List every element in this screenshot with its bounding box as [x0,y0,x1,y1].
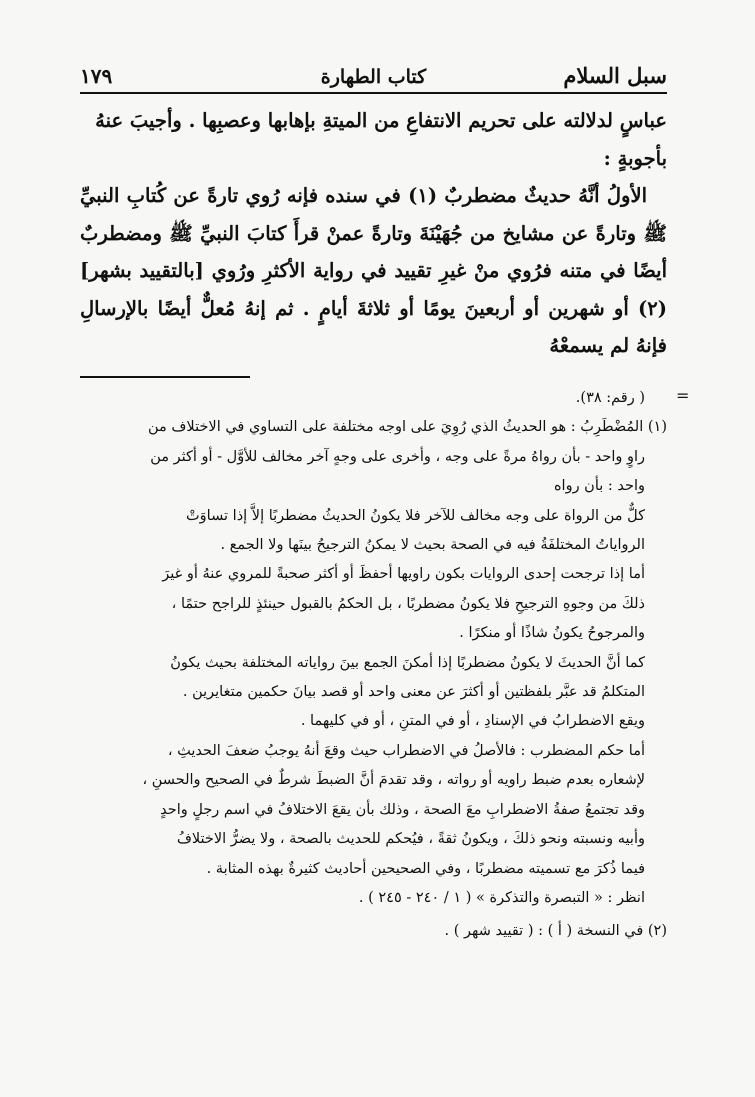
main-paragraph: عباسٍ لدلالته على تحريم الانتفاعِ من الميتةِ بإهابها وعصبِها . وأجيبَ عنهُ [95,109,667,132]
chapter-title: كتاب الطهارة [320,66,427,88]
footnote-line: ( رقم: ٣٨). [575,390,645,406]
page-number: ١٧٩ [80,64,113,88]
footnote-separator [80,376,250,378]
footnote-line: فيما ذُكرَ مع تسميته مضطربًا ، وفي الصحيحين أحاديث كثيرةٌ بهذه المثابة . [206,860,645,877]
footnote-line: أما إذا ترجحت إحدى الروايات بكون راويها أحفظَ أو أكثر صحبةً للمروي عنهُ أو غيرَ [162,566,645,583]
footnote-line: لإشعاره بعدم ضبط راويه أو رواته ، وقد تقدمَ أنَّ الضبطَ شرطٌ في الصحيح والحسنِ ، [142,772,645,789]
main-paragraph: بأجوبةٍ : [603,146,667,170]
footnote-line: وأبيه ونسبته ونحو ذلكَ ، ويكونُ ثقةً ، فيُحكم للحديث بالصحة ، ولا يضرُّ الاختلافُ [176,831,645,848]
margin-mark: = [676,386,690,405]
footnote-line: الرواياتُ المختلفَةُ فيه في الصحة بحيث لا يمكنُ الترجيحُ بينَها ولا الجمع . [220,537,645,554]
footnote-line: (١) المُضْطَرِبُ : هو الحديثُ الذي رُوِيَ على اوجه مختلفة على التساوي في الاختلاف من [147,419,667,436]
book-title: سبل السلام [563,63,667,88]
footnote-separator-area [80,376,667,380]
main-text [80,102,667,365]
footnote-line: وقد تجتمعُ صفةُ الاضطرابِ معَ الصحة ، وذلك بأن يقعَ الاختلافُ في اسم رجلٍ واحدٍ [160,801,645,818]
footnotes [80,384,667,947]
footnote-line: أما حكم المضطرب : فالأصلُ في الاضطراب حيث وقعَ أنهُ يوجبُ ضعفَ الحديثِ ، [167,742,645,759]
page-header [80,52,667,94]
footnote-line: (٢) في النسخة ( أ ) : ( تقييد شهر ) . [444,923,667,940]
footnote-line: كلٌّ من الرواة على وجه مخالف للآخر فلا يكونُ الحديثُ مضطربًا إلاَّ إذا تساوَتْ [186,507,645,524]
main-paragraph: الأولُ أنَّهُ حديثٌ مضطربٌ (١) في سنده فإنه رُوي تارةً عن كُتابِ النبيِّ ﷺ وتارةً عن مشايخ من جُهَيْنَةَ وتارةً عمنْ قرأَ كتابَ النبيِّ ﷺ ومضطربٌ أيضًا في متنه فرُوي منْ غيرِ تقييد في رواية الأكثرِ ورُوي [بالتقييد بشهر] (٢) أو شهرين أو أربعينَ يومًا أو ثلاثةَ أيامٍ . ثم إنهُ مُعلٌّ أيضًا بالإرسالِ فإنهُ لم يسمعْهُ [80,184,667,357]
footnote-line: والمرجوحُ يكونُ شاذًا أو منكرًا . [459,625,645,642]
footnote-line: كما أنَّ الحديثَ لا يكونُ مضطربًا إذا أمكنَ الجمع بينَ رواياته المختلفة بحيث يكونُ [170,654,645,671]
footnote-line: انظر : « التبصرة والتذكرة » ( ١ / ٢٤٠ - ٢٤٥ ) . [358,889,645,906]
footnote-line: راوٍ واحد - بأن رواهُ مرةً على وجه ، وأخرى على وجهٍ آخر مخالف للأوَّل - أو أكثر من [150,448,645,465]
footnote-line: واحد : بأن رواه [553,478,645,495]
footnote-line: ويقع الاضطرابُ في الإسنادِ ، أو في المتنِ ، أو في كليهما . [300,713,645,730]
footnote-line: ذلكَ من وجوهِ الترجيحِ فلا يكونُ مضطربًا ، بل الحكمُ بالقبول حينئذٍ للراجح حتمًا ، [171,595,645,612]
footnote-line: المتكلمُ قد عبَّر بلفظتين أو أكثرَ عن معنى واحد أو قصد بيانَ حكمين متغايرين . [182,684,645,701]
